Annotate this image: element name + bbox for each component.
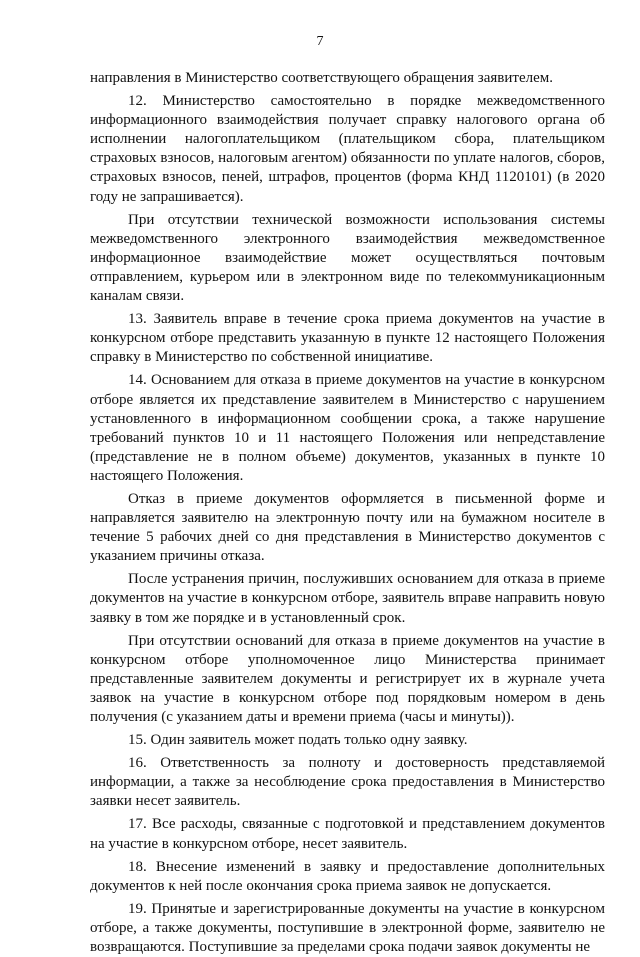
paragraph-continuation: направления в Министерство соответствующего обращения заявителем. [90, 70, 553, 86]
paragraph-item-13: 13. Заявитель вправе в течение срока приема документов на участие в конкурсном отборе представить указанную в пункте 12 настоящего Положения справку в Министерство по собственной инициативе. [90, 311, 605, 366]
document-body [90, 69, 605, 957]
paragraph-item-12: 12. Министерство самостоятельно в порядке межведомственного информационного взаимодействия получает справку налогового органа об исполнении налогоплательщиком (плательщиком сбора, плательщиком страховых взносов, налоговым агентом) обязанности по уплате налогов, сборов, страховых взносов, пеней, штрафов, процентов (форма КНД 1120101) (в 2020 году не запрашивается). [90, 93, 605, 205]
paragraph-interagency: При отсутствии технической возможности использования системы межведомственного электронного взаимодействия межведомственное информационное взаимодействие может осуществляться почтовым отправлением, курьером или в электронном виде по телекоммуникационным каналам связи. [90, 211, 605, 305]
paragraph-item-17: 17. Все расходы, связанные с подготовкой и представлением документов на участие в конкурсном отборе, несет заявитель. [90, 816, 605, 852]
paragraph-acceptance: При отсутствии оснований для отказа в приеме документов на участие в конкурсном отборе уполномоченное лицо Министерства принимает представленные заявителем документы и регистрирует их в журнале учета заявок на участие в конкурсном отборе под порядковым номером в день получения (с указанием даты и времени приема (часы и минуты)). [90, 632, 605, 725]
paragraph-item-18: 18. Внесение изменений в заявку и предоставление дополнительных документов к ней после окончания срока приема заявок не допускается. [90, 858, 605, 894]
paragraph-item-19: 19. Принятые и зарегистрированные документы на участие в конкурсном отборе, а также документы, поступившие в электронной форме, заявителю не возвращаются. Поступившие за пределами срока подачи заявок документы не [90, 900, 605, 956]
paragraph-item-14: 14. Основанием для отказа в приеме документов на участие в конкурсном отборе является их представление заявителем в Министерство с нарушением установленного в информационном сообщении срока, а также нарушение требований пунктов 10 и 11 настоящего Положения или непредставление (представление не в полном объеме) документов, указанных в пункте 10 настоящего Положения. [90, 372, 605, 484]
paragraph-resubmission: После устранения причин, послуживших основанием для отказа в приеме документов на участие в конкурсном отборе, заявитель вправе направить новую заявку в том же порядке и в установленный срок. [90, 571, 605, 626]
paragraph-refusal: Отказ в приеме документов оформляется в письменной форме и направляется заявителю на электронную почту или на бумажном носителе в течение 5 рабочих дней со дня представления в Министерство документов с указанием причины отказа. [90, 490, 605, 565]
paragraph-item-16: 16. Ответственность за полноту и достоверность представляемой информации, а также за несоблюдение срока предоставления в Министерство заявки несет заявитель. [90, 755, 605, 810]
paragraph-item-15: 15. Один заявитель может подать только одну заявку. [128, 732, 468, 749]
page-number: 7 [316, 34, 324, 49]
